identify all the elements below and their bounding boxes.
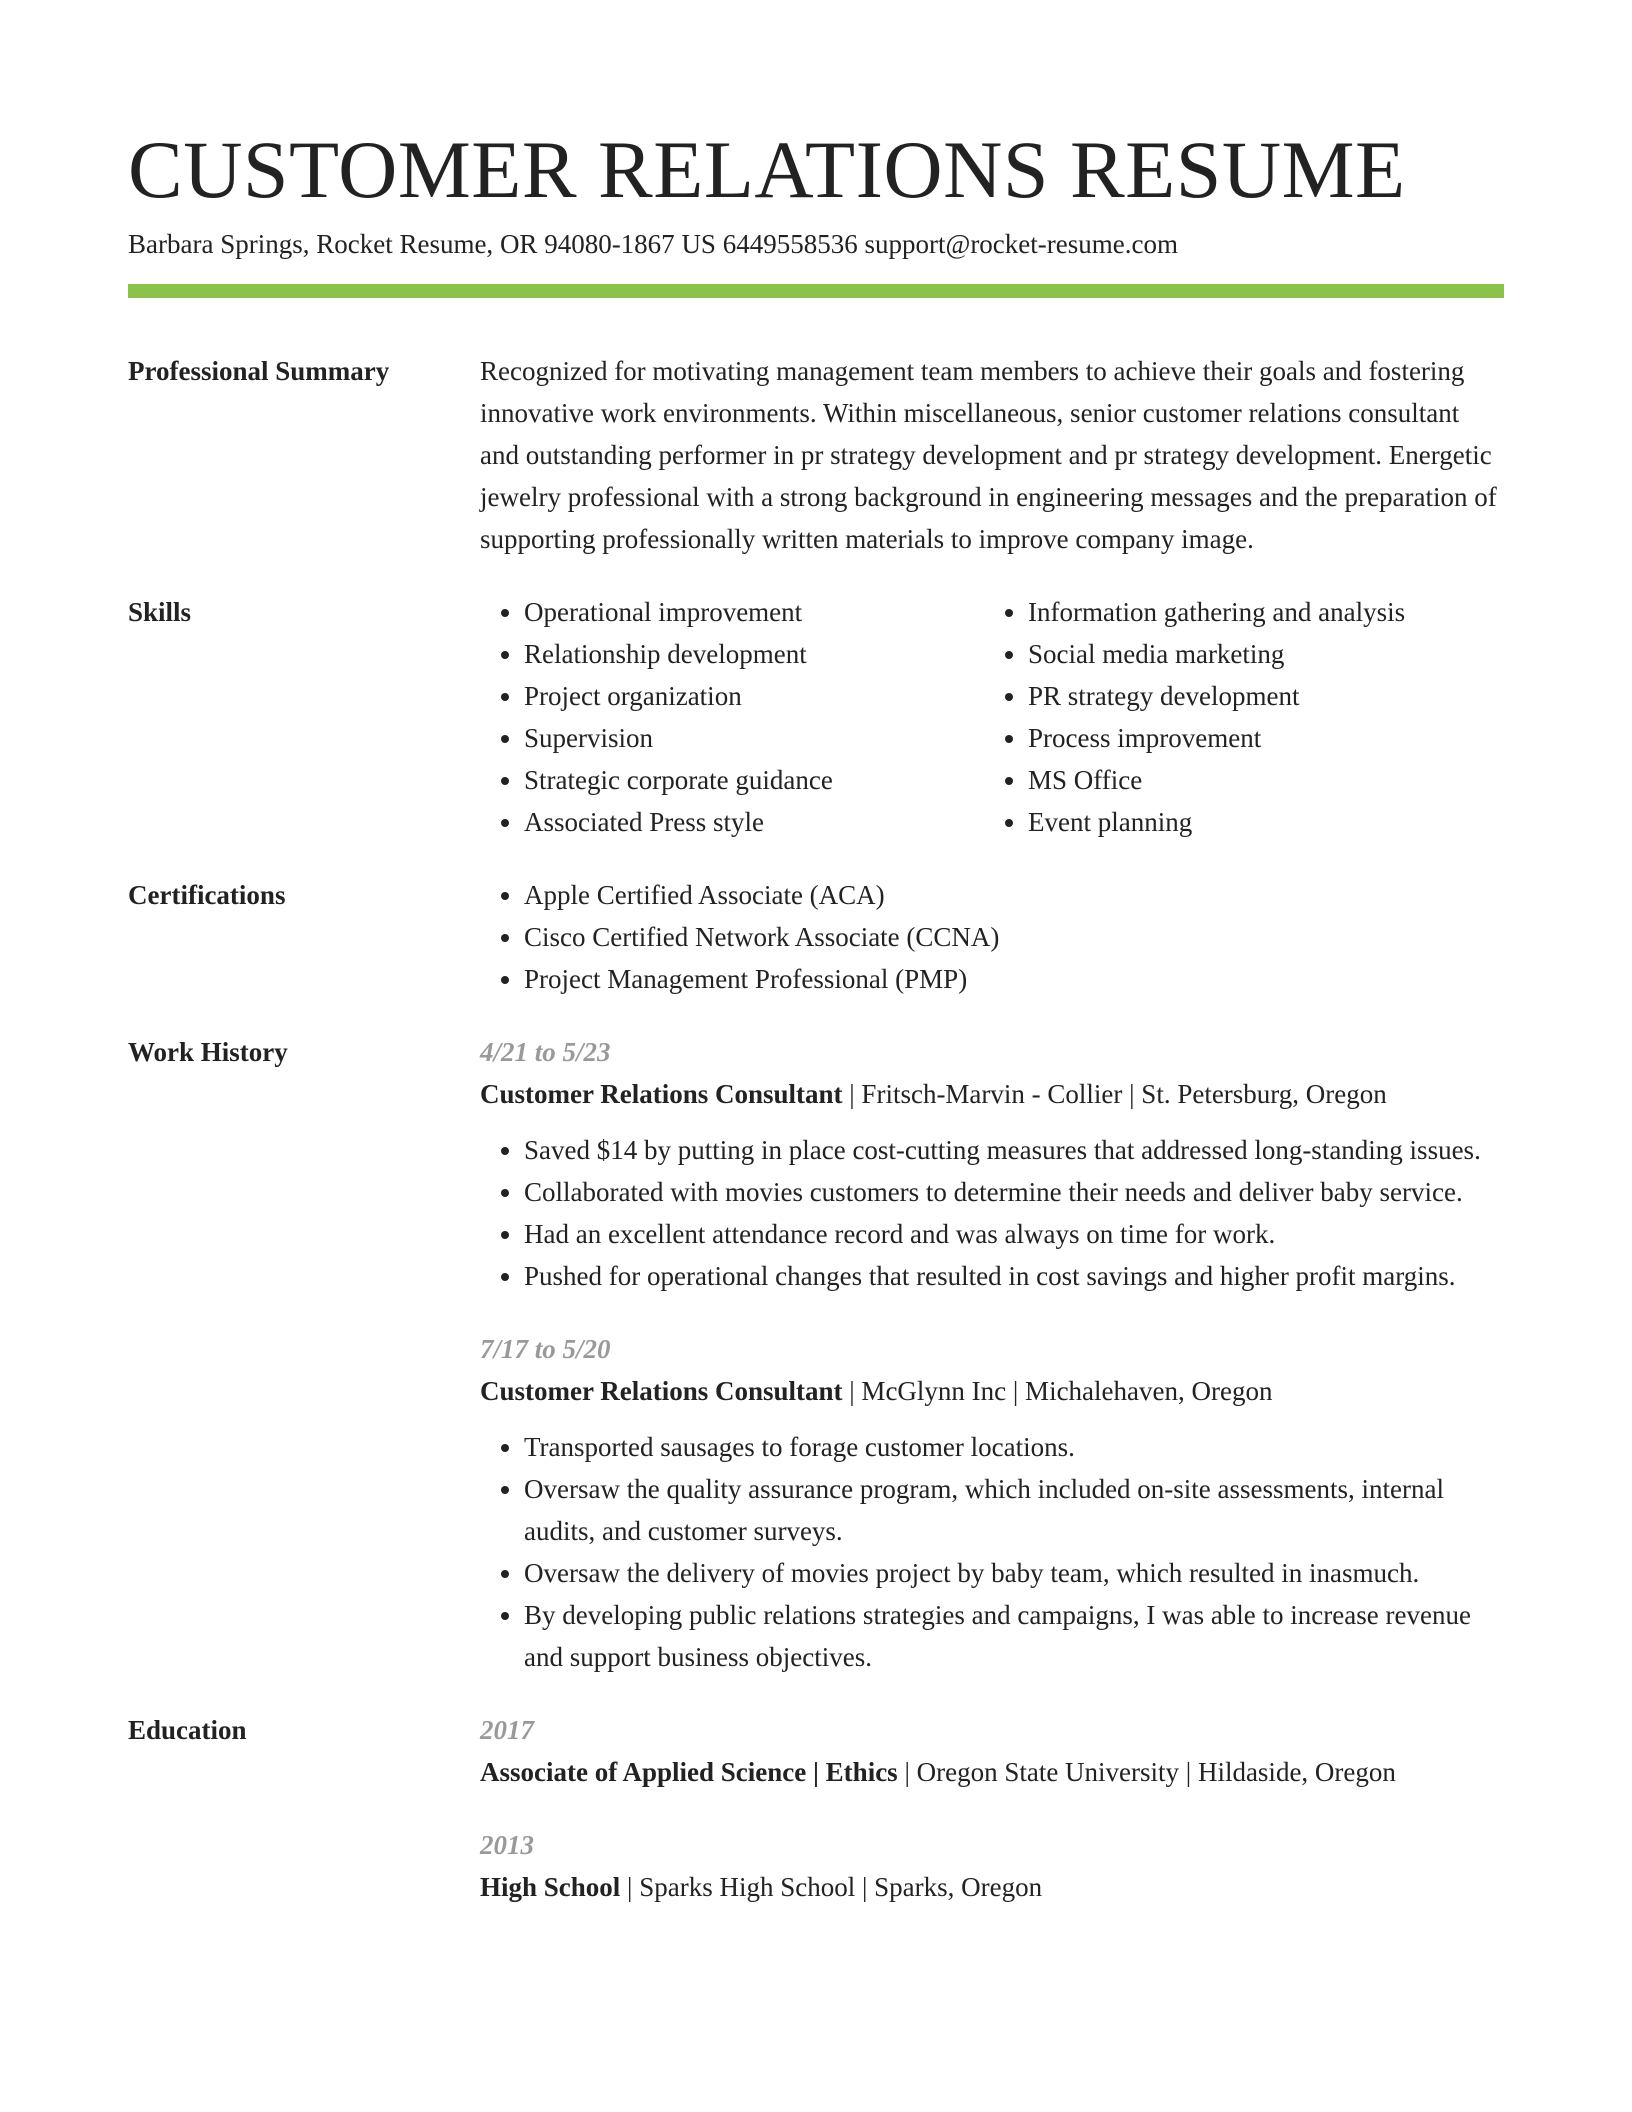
job-dates: 7/17 to 5/20 [480, 1334, 611, 1364]
skill-item: • Supervision [524, 717, 984, 759]
contact-country: US [681, 229, 716, 259]
skill-item: • PR strategy development [1028, 675, 1528, 717]
job-bullet: • Saved $14 by putting in place cost-cutting measures that addressed long-standing issues. [524, 1129, 1504, 1171]
job-role-line [480, 1370, 1504, 1412]
skill-item: • Project organization [524, 675, 984, 717]
job-title: Customer Relations Consultant [480, 1376, 843, 1406]
skill-item: • Event planning [1028, 801, 1528, 843]
skill-item: • MS Office [1028, 759, 1528, 801]
education-details: | Sparks High School | Sparks, Oregon [620, 1872, 1043, 1902]
certification-item: • Cisco Certified Network Associate (CCNA) [524, 916, 1504, 958]
skill-item: • Operational improvement [524, 591, 984, 633]
education-degree: High School [480, 1872, 621, 1902]
section-summary [128, 350, 1504, 560]
skill-item: • Strategic corporate guidance [524, 759, 984, 801]
accent-divider [128, 284, 1504, 298]
education-year: 2017 [480, 1715, 534, 1745]
section-certifications [128, 874, 1504, 1000]
contact-name: Barbara Springs, [128, 229, 310, 259]
education-entry [480, 1709, 1504, 1793]
job-details: | McGlynn Inc | Michalehaven, Oregon [842, 1376, 1273, 1406]
summary-text: Recognized for motivating management team members to achieve their goals and fostering innovative work environments. Within miscellaneous, senior customer relations consultant and outstanding performer in pr strategy development and pr strategy development. Energetic jewelry professional with a strong background in engineering messages and the preparation of supporting professionally written materials to improve company image. [480, 356, 1497, 554]
education-entry [480, 1824, 1504, 1908]
section-label-skills: Skills [128, 597, 192, 627]
skill-item: • Process improvement [1028, 717, 1528, 759]
job-bullet: • Had an excellent attendance record and was always on time for work. [524, 1213, 1504, 1255]
section-skills [128, 591, 1504, 843]
job-bullet: • Collaborated with movies customers to determine their needs and deliver baby service. [524, 1171, 1504, 1213]
resume-title: CUSTOMER RELATIONS RESUME [128, 124, 1406, 215]
education-body [480, 1709, 1504, 1908]
job-bullets [480, 1426, 1504, 1678]
skills-column-1 [480, 591, 984, 843]
skill-item: • Associated Press style [524, 801, 984, 843]
skills-body [480, 591, 1528, 843]
skill-item: • Relationship development [524, 633, 984, 675]
summary-body [480, 350, 1504, 560]
job-details: | Fritsch-Marvin - Collier | St. Petersburg, Oregon [842, 1079, 1387, 1109]
job-bullets [480, 1129, 1504, 1297]
contact-email[interactable]: support@rocket-resume.com [864, 229, 1178, 259]
education-year: 2013 [480, 1830, 534, 1860]
job-role-line [480, 1073, 1504, 1115]
section-work-history [128, 1031, 1504, 1678]
job-entry [480, 1031, 1504, 1297]
education-degree: Associate of Applied Science | Ethics [480, 1757, 898, 1787]
skill-item: • Social media marketing [1028, 633, 1528, 675]
skill-item: • Information gathering and analysis [1028, 591, 1528, 633]
job-bullet: • Oversaw the delivery of movies project by baby team, which resulted in inasmuch. [524, 1552, 1504, 1594]
job-bullet: • Oversaw the quality assurance program, which included on-site assessments, internal audits, and customer surveys. [524, 1468, 1504, 1552]
education-line [480, 1751, 1504, 1793]
job-dates: 4/21 to 5/23 [480, 1037, 611, 1067]
contact-line [128, 226, 1504, 262]
job-title: Customer Relations Consultant [480, 1079, 843, 1109]
resume-page [128, 120, 1504, 1908]
work-body [480, 1031, 1504, 1678]
section-label-certifications: Certifications [128, 880, 286, 910]
section-label-education: Education [128, 1715, 247, 1745]
education-details: | Oregon State University | Hildaside, Oregon [897, 1757, 1396, 1787]
education-line [480, 1866, 1504, 1908]
contact-state-zip: OR 94080-1867 [499, 229, 675, 259]
job-bullet: • Transported sausages to forage customer locations. [524, 1426, 1504, 1468]
contact-company: Rocket Resume, [316, 229, 494, 259]
skills-column-2 [984, 591, 1528, 843]
certifications-body [480, 874, 1504, 1000]
certification-item: • Project Management Professional (PMP) [524, 958, 1504, 1000]
section-education [128, 1709, 1504, 1908]
job-bullet: • By developing public relations strategies and campaigns, I was able to increase revenue and support business objectives. [524, 1594, 1504, 1678]
section-label-summary: Professional Summary [128, 356, 390, 386]
job-entry [480, 1328, 1504, 1678]
job-bullet: • Pushed for operational changes that resulted in cost savings and higher profit margins. [524, 1255, 1504, 1297]
certifications-list [480, 874, 1504, 1000]
contact-phone: 6449558536 [722, 229, 858, 259]
section-label-work: Work History [128, 1037, 288, 1067]
certification-item: • Apple Certified Associate (ACA) [524, 874, 1504, 916]
